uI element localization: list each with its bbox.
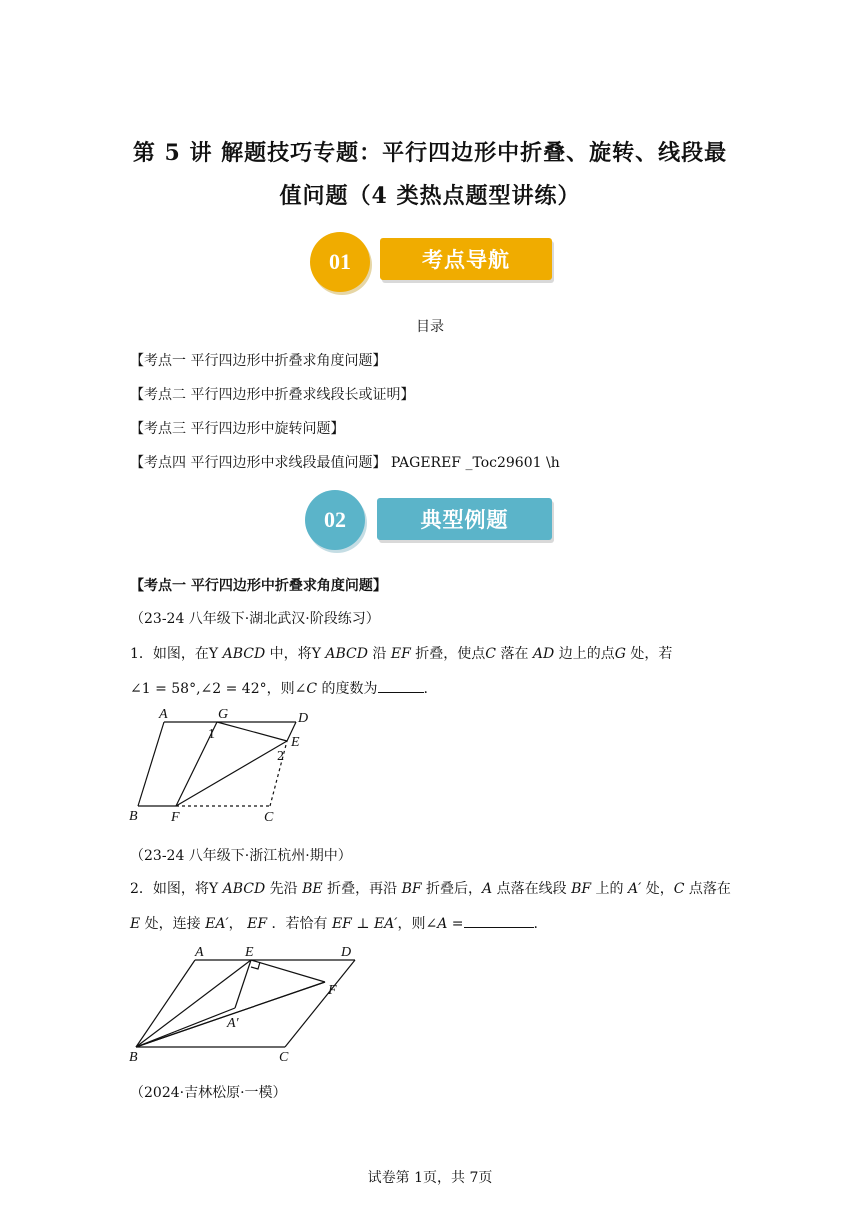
question-2-line-2 — [130, 913, 538, 933]
math-var: EF — [247, 916, 268, 932]
section-badge-examples — [305, 490, 555, 554]
label-F: F — [328, 983, 337, 998]
label-angle-2: 2 — [277, 749, 284, 764]
math-var: G — [614, 646, 626, 662]
parallelogram-symbol: Y — [208, 646, 223, 662]
question-source: （23-24 八年级下·湖北武汉·阶段练习） — [130, 611, 380, 627]
figure-2-parallelogram-fold — [125, 942, 365, 1066]
math-var: BE — [302, 881, 323, 897]
text: 沿 — [368, 646, 391, 662]
section-number: 02 — [305, 490, 365, 550]
toc-item-2[interactable]: 【考点二 平行四边形中折叠求线段长或证明】 — [130, 387, 415, 403]
section-badge-navigation — [310, 232, 555, 296]
label-C: C — [264, 810, 274, 825]
math-var: BF — [571, 881, 592, 897]
text: ， — [228, 916, 248, 932]
text: 折叠后， — [421, 881, 483, 897]
text: 中，将 — [265, 646, 312, 662]
label-D: D — [298, 711, 309, 726]
text: = — [447, 916, 464, 932]
math-var: A′ — [627, 881, 642, 897]
parallelogram-symbol: Y — [208, 881, 223, 897]
math-var: EF ⊥ EA′ — [331, 916, 398, 932]
question-number: 2．如图，将 — [130, 881, 209, 897]
label-D: D — [341, 945, 352, 960]
math-var: ABCD — [222, 646, 266, 662]
math-var: BF — [401, 881, 422, 897]
math-var: ABCD — [325, 646, 368, 662]
section-label: 典型例题 — [377, 498, 552, 540]
label-A-prime: A′ — [227, 1016, 239, 1031]
math-var: A — [437, 916, 448, 932]
math-var: C — [673, 881, 685, 897]
toc-heading: 目录 — [416, 319, 444, 335]
question-1-line-2 — [130, 678, 428, 698]
text: 上的 — [591, 881, 628, 897]
label-G: G — [218, 707, 229, 722]
label-E: E — [291, 735, 300, 750]
toc-item-1[interactable]: 【考点一 平行四边形中折叠求角度问题】 — [130, 353, 387, 369]
toc-item-3[interactable]: 【考点三 平行四边形中旋转问题】 — [130, 421, 345, 437]
text: . — [533, 916, 538, 932]
question-source: （2024·吉林松原·一模） — [130, 1085, 287, 1101]
text: 折叠，使点 — [410, 646, 486, 662]
toc-item-4[interactable]: 【考点四 平行四边形中求线段最值问题】 PAGEREF _Toc29601 \h — [130, 455, 560, 471]
question-1-line-1 — [130, 643, 672, 663]
label-B: B — [129, 809, 138, 824]
answer-blank[interactable] — [464, 913, 534, 928]
topic-heading: 【考点一 平行四边形中折叠求角度问题】 — [130, 578, 387, 594]
question-source: （23-24 八年级下·浙江杭州·期中） — [130, 848, 352, 864]
question-2-line-1 — [130, 878, 731, 898]
text: . — [423, 681, 428, 697]
question-number: 1．如图，在 — [130, 646, 209, 662]
math-var: AD — [532, 646, 555, 662]
math-var: E — [130, 916, 141, 932]
page-title-line-1: 第 5 讲 解题技巧专题：平行四边形中折叠、旋转、线段最 — [132, 140, 728, 166]
text: ，则∠ — [266, 681, 307, 697]
math-var: EA′ — [205, 916, 229, 932]
label-angle-1: 1 — [208, 727, 215, 742]
text: ．若恰有 — [267, 916, 332, 932]
page-footer: 试卷第 1页，共 7页 — [367, 1170, 493, 1186]
label-A: A — [159, 707, 168, 722]
label-B: B — [129, 1050, 138, 1065]
math-var: ABCD — [222, 881, 266, 897]
answer-blank[interactable] — [378, 678, 424, 693]
math-var: C — [485, 646, 497, 662]
label-A: A — [195, 945, 204, 960]
math-var: A — [482, 881, 493, 897]
text: 落在 — [496, 646, 533, 662]
text: 处，若 — [625, 646, 673, 662]
label-F: F — [171, 810, 180, 825]
text: 处，连接 — [140, 916, 206, 932]
section-number: 01 — [310, 232, 370, 292]
text: 边上的点 — [554, 646, 615, 662]
text: ，则∠ — [397, 916, 438, 932]
label-C: C — [279, 1050, 289, 1065]
text: 先沿 — [265, 881, 303, 897]
page-title-line-2: 值问题（4 类热点题型讲练） — [279, 183, 581, 209]
label-E: E — [245, 945, 254, 960]
text: 折叠，再沿 — [322, 881, 402, 897]
text: 的度数为 — [317, 681, 378, 697]
math-var: C — [306, 681, 318, 697]
text: 点落在线段 — [492, 881, 572, 897]
angle-condition: ∠1 = 58°,∠2 = 42° — [130, 681, 267, 697]
section-label: 考点导航 — [380, 238, 552, 280]
math-var: EF — [390, 646, 411, 662]
figure-1-parallelogram-fold — [125, 706, 325, 830]
text: 处， — [641, 881, 674, 897]
parallelogram-symbol: Y — [311, 646, 326, 662]
text: 点落在 — [684, 881, 731, 897]
